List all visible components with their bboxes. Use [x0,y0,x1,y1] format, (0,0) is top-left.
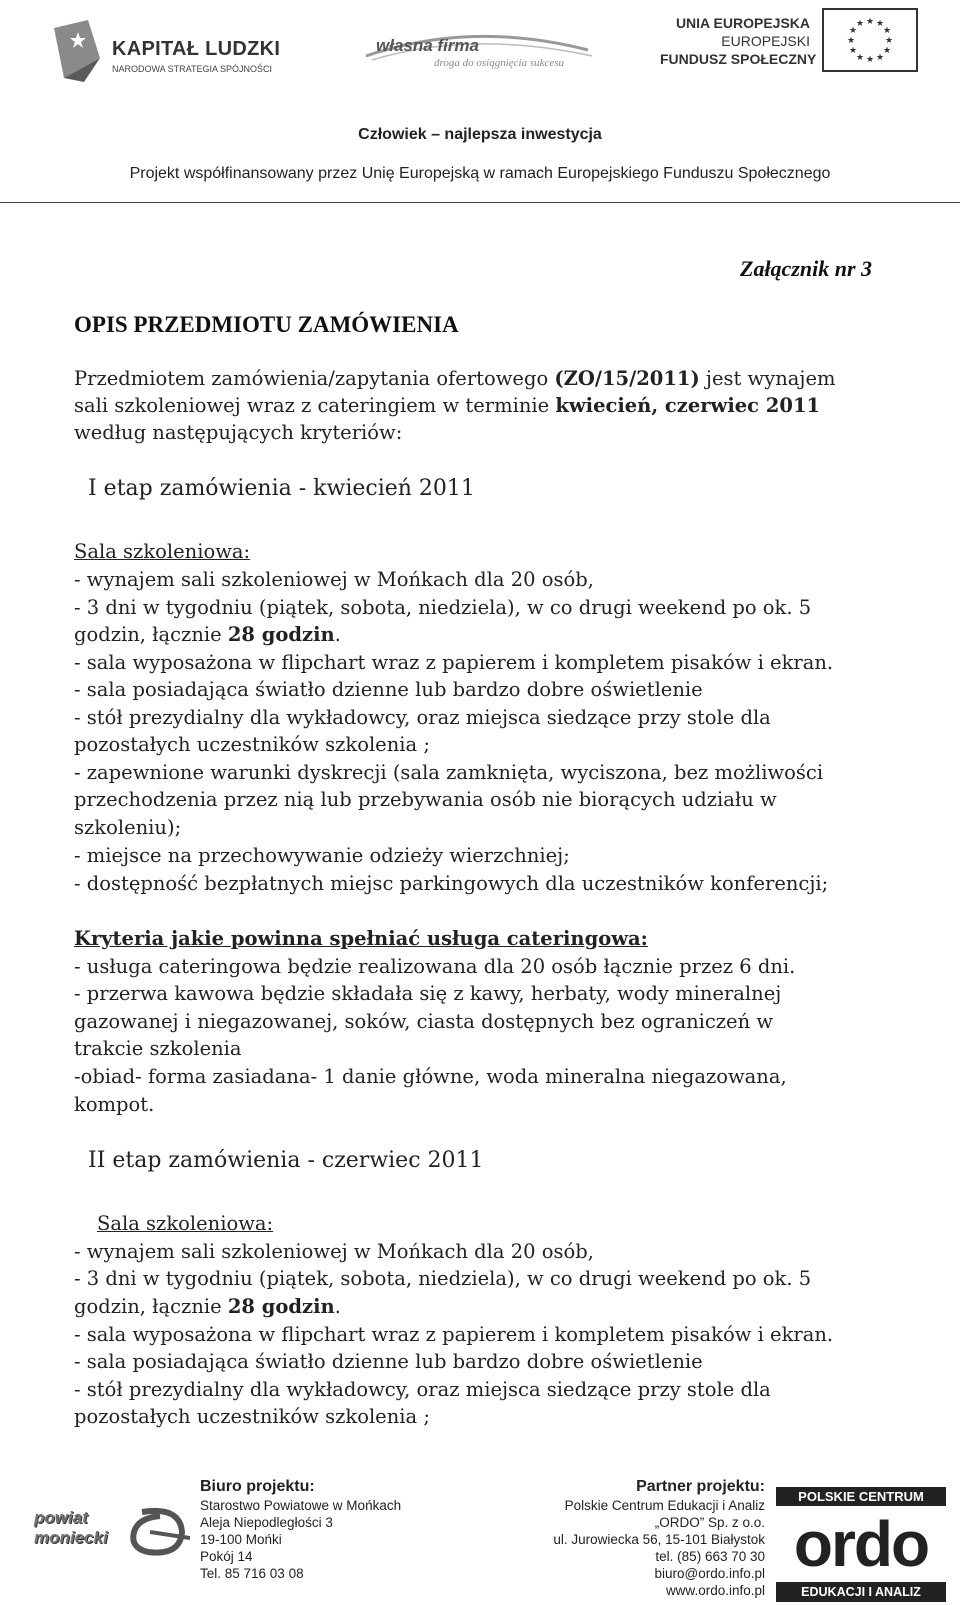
project-office-heading: Biuro projektu: [200,1478,315,1495]
wlasna-firma-title: własna firma [376,36,479,55]
partner-line: tel. (85) 663 70 30 [655,1549,765,1564]
kapital-ludzki-emblem-icon [48,18,104,82]
eu-label-line-3: FUNDUSZ SPOŁECZNY [660,51,817,67]
partner-line: ul. Jurowiecka 56, 15-101 Białystok [553,1532,765,1547]
project-office-block [200,1478,401,1582]
powiat-text [34,1508,108,1548]
hall-line [74,621,341,649]
project-partner-block [485,1478,765,1599]
hall-hours: 28 godzin [227,1295,335,1318]
hall-line: - miejsce na przechowywanie odzieży wierzchniej; [74,844,570,867]
partner-email: biuro@ordo.info.pl [654,1566,765,1581]
hall-line: pozostałych uczestników szkolenia ; [74,733,430,756]
eu-label-line-1: UNIA EUROPEJSKA [675,15,810,31]
intro-line-2 [74,392,820,420]
order-period: kwiecień, czerwiec 2011 [555,394,821,417]
document-title: OPIS PRZEDMIOTU ZAMÓWIENIA [74,312,459,337]
page-header [0,0,960,203]
hall-heading-2: Sala szkoleniowa: [97,1212,274,1235]
svg-text:★: ★ [882,26,892,36]
hall-line: przechodzenia przez nią lub przebywania osób nie biorących udziału w [74,788,777,811]
hall-line: - sala wyposażona w flipchart wraz z papierem i kompletem pisaków i ekran. [74,651,834,674]
catering-line: gazowanej i niegazowanej, soków, ciasta dostępnych bez ograniczeń w [74,1010,774,1033]
hall-text: . [334,1295,341,1318]
hall-line: - 3 dni w tygodniu (piątek, sobota, niedziela), w co drugi weekend po ok. 5 [74,1267,812,1290]
catering-heading: Kryteria jakie powinna spełniać usługa cateringowa: [74,927,648,950]
svg-text:★: ★ [882,46,892,56]
svg-text:★: ★ [865,55,875,65]
hall-heading-text: Sala szkoleniowa: [74,540,251,563]
hall-hours: 28 godzin [227,623,335,646]
hall-heading-1 [74,538,250,566]
kapital-ludzki-subtitle: NARODOWA STRATEGIA SPÓJNOŚCI [112,64,273,74]
office-line: Tel. 85 716 03 08 [200,1566,304,1581]
hall-line: - sala posiadająca światło dzienne lub bardzo dobre oświetlenie [74,678,703,701]
partner-website: www.ordo.info.pl [665,1583,765,1598]
hall-line: szkoleniu); [74,816,182,839]
eu-fund-label [660,14,817,68]
eu-stars-icon [824,10,916,70]
hall-line: - dostępność bezpłatnych miejsc parkingowych dla uczestników konferencji; [74,872,829,895]
intro-text: Przedmiotem zamówienia/zapytania ofertowego [74,367,555,390]
hall-text: godzin, łącznie [74,623,228,646]
kapital-ludzki-logo [48,18,281,88]
powiat-line-2: moniecki [34,1528,108,1547]
powiat-line-1: powiat [34,1508,88,1527]
catering-line: - przerwa kawowa będzie składała się z kawy, herbaty, wody mineralnej [74,982,782,1005]
svg-text:★: ★ [875,53,885,63]
hall-line: - stół prezydialny dla wykładowcy, oraz miejsca siedzące przy stole dla [74,1378,771,1401]
powiat-moniecki-logo [30,1502,190,1558]
svg-text:★: ★ [846,36,856,46]
catering-line: trakcie szkolenia [74,1037,242,1060]
office-line: Pokój 14 [200,1549,253,1564]
order-number: (ZO/15/2011) [554,367,700,390]
intro-text: sali szkoleniowej wraz z cateringiem w terminie [74,394,556,417]
eu-label-line-2: EUROPEJSKI [721,33,810,49]
office-line: Starostwo Powiatowe w Mońkach [200,1498,402,1513]
office-line: 19-100 Mońki [200,1532,282,1547]
intro-line-1 [74,365,836,393]
partner-line: Polskie Centrum Edukacji i Analiz [564,1498,765,1513]
catering-line: -obiad- forma zasiadana- 1 danie główne, woda mineralna niegazowana, [74,1065,787,1088]
office-line: Aleja Niepodległości 3 [200,1515,333,1530]
hall-line: - zapewnione warunki dyskrecji (sala zamknięta, wyciszona, bez możliwości [74,761,824,784]
hall-line: - wynajem sali szkoleniowej w Mońkach dla 20 osób, [74,1240,594,1263]
catering-line: - usługa cateringowa będzie realizowana dla 20 osób łącznie przez 6 dni. [74,955,796,978]
hall-line: pozostałych uczestników szkolenia ; [74,1405,430,1428]
intro-line-3: według następujących kryteriów: [74,421,403,444]
hall-line: - stół prezydialny dla wykładowcy, oraz miejsca siedzące przy stole dla [74,706,771,729]
stage-2-heading: II etap zamówienia - czerwiec 2011 [88,1148,484,1173]
ordo-top-label: POLSKIE CENTRUM [776,1487,946,1506]
hall-line: - sala wyposażona w flipchart wraz z papierem i kompletem pisaków i ekran. [74,1323,834,1346]
ordo-bottom-label: EDUKACJI I ANALIZ [776,1582,946,1602]
hall-line: - sala posiadająca światło dzienne lub bardzo dobre oświetlenie [74,1350,703,1373]
hall-line: - 3 dni w tygodniu (piątek, sobota, niedziela), w co drugi weekend po ok. 5 [74,596,812,619]
catering-line: kompot. [74,1093,155,1116]
svg-text:★: ★ [848,26,858,36]
hall-text: . [334,623,341,646]
svg-text:★: ★ [865,17,875,27]
hall-text: godzin, łącznie [74,1295,228,1318]
svg-text:★: ★ [848,46,858,56]
project-partner-heading: Partner projektu: [636,1478,765,1495]
partner-line: „ORDO” Sp. z o.o. [654,1515,765,1530]
ordo-wordmark: ordo [793,1508,929,1580]
hall-line [74,1293,341,1321]
intro-text: jest wynajem [699,367,836,390]
ordo-logo [776,1487,946,1602]
header-slogan: Człowiek – najlepsza inwestycja [358,126,602,143]
svg-text:★: ★ [875,19,885,29]
eu-flag-icon [822,8,918,72]
header-project-note: Projekt współfinansowany przez Unię Europejską w ramach Europejskiego Funduszu Społecznego [129,165,831,182]
svg-text:★: ★ [855,19,865,29]
svg-text:★: ★ [884,36,894,46]
wlasna-firma-subtitle: droga do osiągnięcia sukcesu [434,57,565,69]
stage-1-heading: I etap zamówienia - kwiecień 2011 [88,476,475,501]
svg-text:★: ★ [855,53,865,63]
hall-line: - wynajem sali szkoleniowej w Mońkach dla 20 osób, [74,568,594,591]
wlasna-firma-logo [362,26,600,76]
kapital-ludzki-title: KAPITAŁ LUDZKI [112,38,281,60]
annex-label: Załącznik nr 3 [740,256,873,281]
